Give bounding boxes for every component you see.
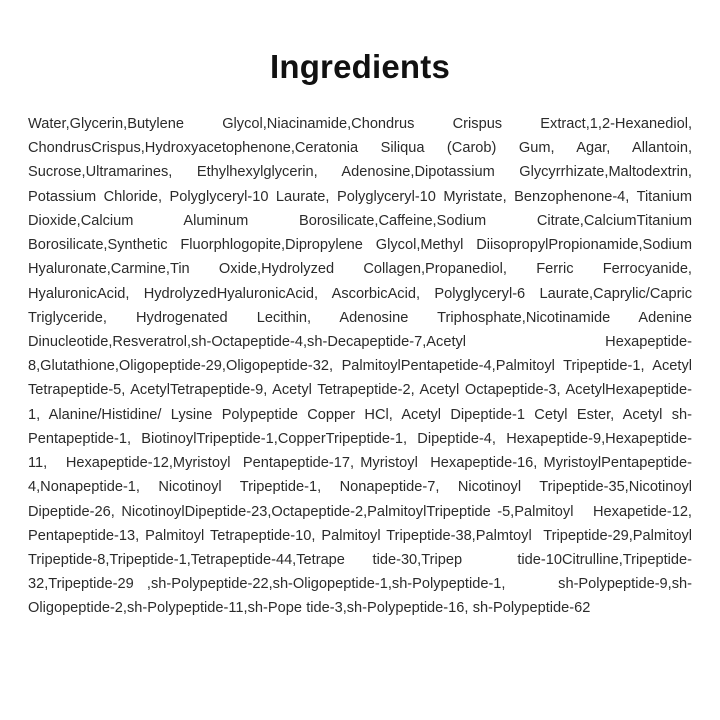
page-title: Ingredients xyxy=(269,48,451,85)
ingredients-list-text: Water,Glycerin,Butylene Glycol,Niacinamide,Chondrus Crispus Extract,1,2-Hexanediol, ChondrusCrispus,Hydroxyacetophenone,Ceratonia Siliqua (Carob) Gum, Agar, Allantoin, Sucrose,Ultramarines, Ethylhexylglycerin, Adenosine,Dipotassium Glycyrrhizate,Maltodextrin, Potassium Chloride, Polyglyceryl-10 Laurate, Polyglyceryl-10 Myristate, Benzophenone-4, Titanium Dioxide,Calcium Aluminum Borosilicate,Caffeine,Sodium Citrate,CalciumTitanium Borosilicate,Synthetic Fluorphlogopite,Dipropylene Glycol,Methyl DiisopropylPropionamide,Sodium Hyaluronate,Carmine,Tin Oxide,Hydrolyzed Collagen,Propanediol, Ferric Ferrocyanide, HyaluronicAcid, HydrolyzedHyaluronicAcid, AscorbicAcid, Polyglyceryl-6 Laurate,Caprylic/Capric Triglyceride, Hydrogenated Lecithin, Adenosine Triphosphate,Nicotinamide Adenine Dinucleotide,Resveratrol,sh-Octapeptide-4,sh-Decapeptide-7,Acetyl Hexapeptide-8,Glutathione,Oligopeptide-29,Oligopeptide-32, PalmitoylPentapetide-4,Palmitoyl Tripeptide-1, Acetyl Tetrapeptide-5, AcetylTetrapeptide-9, Acetyl Tetrapeptide-2, Acetyl Octapeptide-3, AcetylHexapeptide-1, Alanine/Histidine/ Lysine Polypeptide Copper HCl, Acetyl Dipeptide-1 Cetyl Ester, Acetyl sh-Pentapeptide-1, BiotinoylTripeptide-1,CopperTripeptide-1, Dipeptide-4, Hexapeptide-9,Hexapeptide-11, Hexapeptide-12,Myristoyl Pentapeptide-17, Myristoyl Hexapeptide-16, MyristoylPentapeptide-4,Nonapeptide-1, Nicotinoyl Tripeptide-1, Nonapeptide-7, Nicotinoyl Tripeptide-35,Nicotinoyl Dipeptide-26, NicotinoylDipeptide-23,Octapeptide-2,PalmitoylTripeptide -5,Palmitoyl Hexapetide-12, Pentapeptide-13, Palmitoyl Tetrapeptide-10, Palmitoyl Tripeptide-38,Palmtoyl Tripeptide-29,Palmitoyl Tripeptide-8,Tripeptide-1,Tetrapeptide-44,Tetrape tide-30,Tripep tide-10Citrulline,Tripeptide-32,Tripeptide-29 ,sh-Polypeptide-22,sh-Oligopeptide-1,sh-Polypeptide-1, sh-Polypeptide-9,sh-Oligopeptide-2,sh-Polypeptide-11,sh-Pope tide-3,sh-Polypeptide-16, sh-Polypeptide-62 xyxy=(28,116,701,617)
